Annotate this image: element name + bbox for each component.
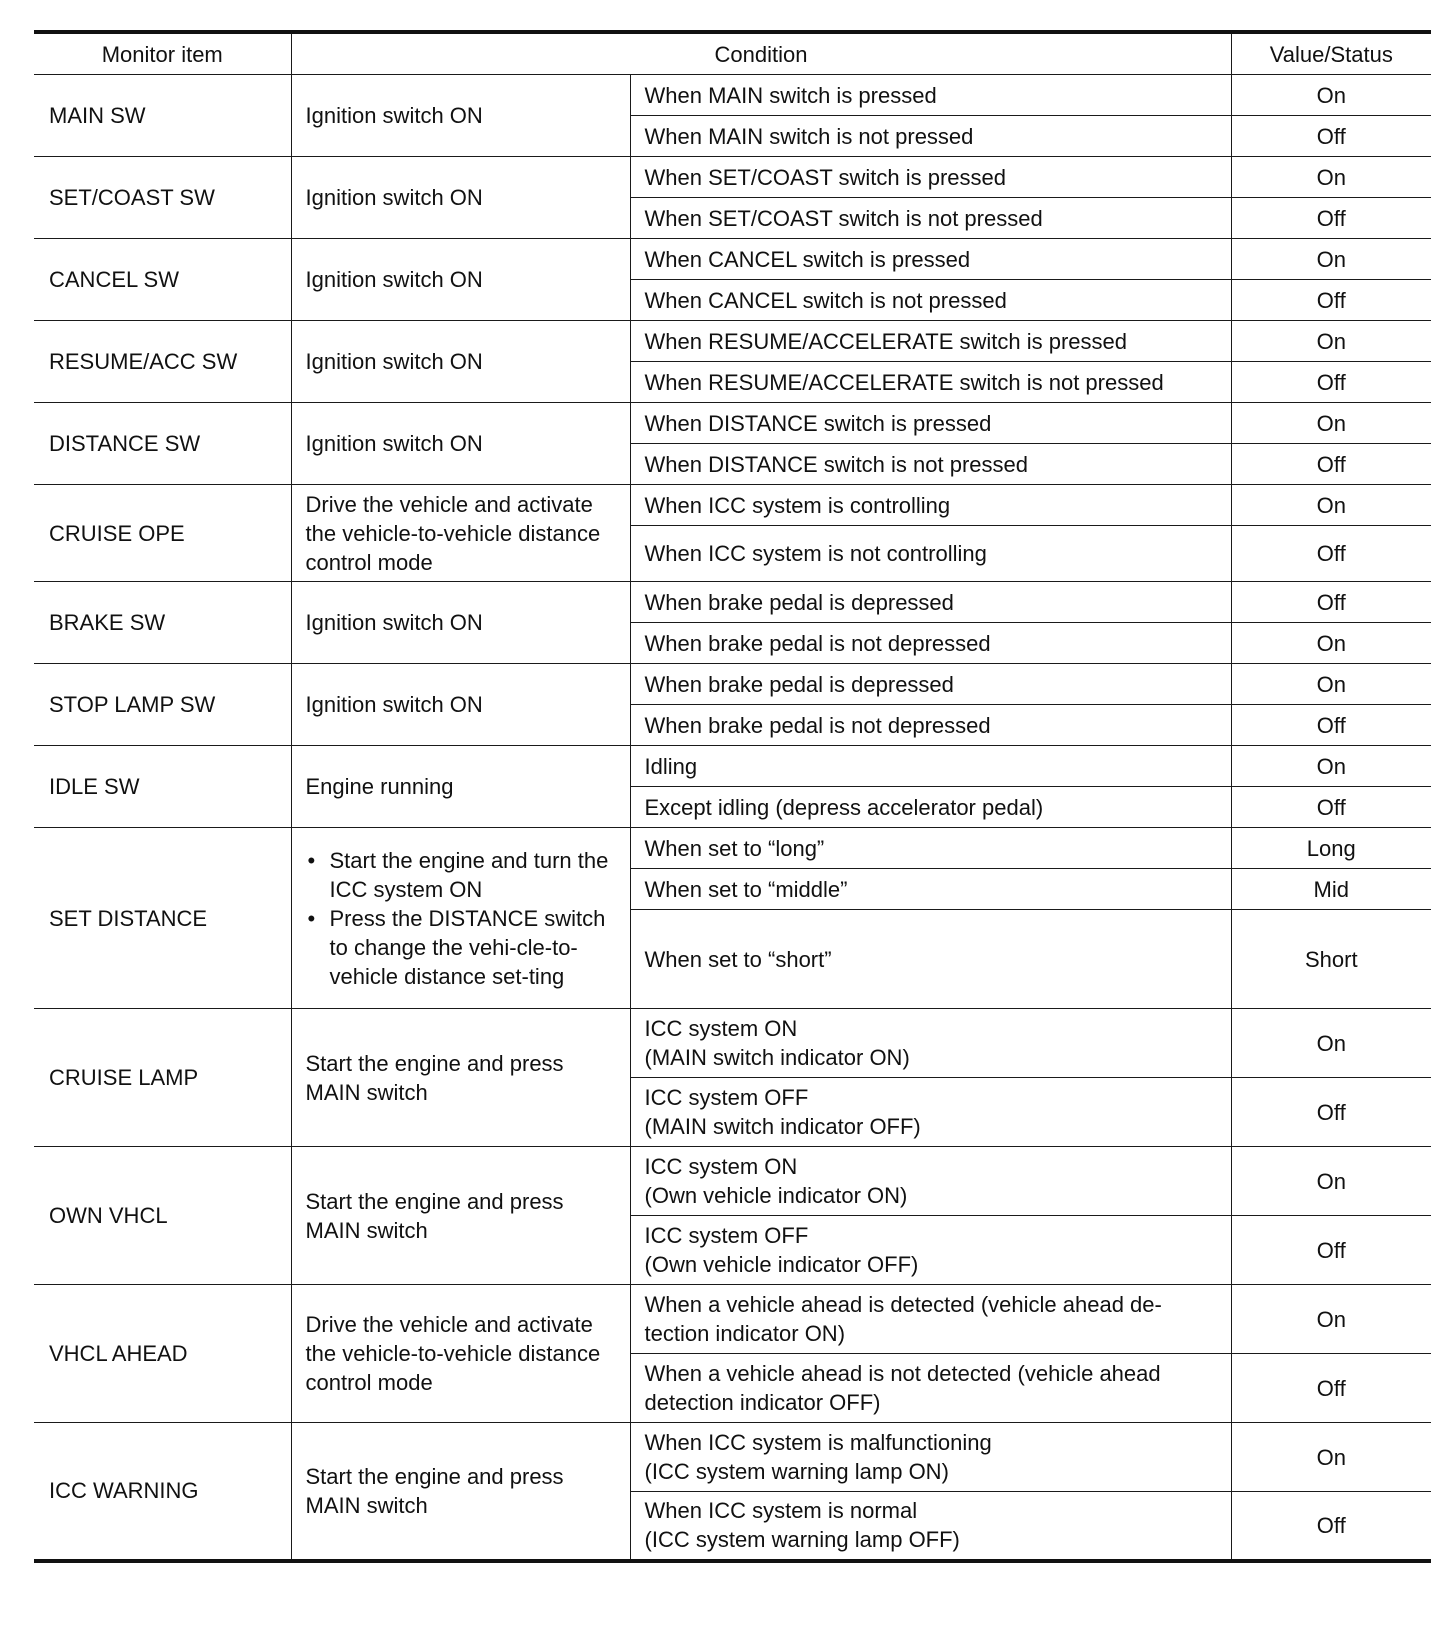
condition-cell: When ICC system is not controlling — [630, 526, 1231, 582]
value-cell: On — [1231, 664, 1431, 705]
value-cell: Long — [1231, 828, 1431, 869]
prerequisite-cell: Ignition switch ON — [291, 239, 630, 321]
condition-cell — [630, 1147, 1231, 1216]
condition-cell: When SET/COAST switch is pressed — [630, 157, 1231, 198]
prerequisite-cell: Ignition switch ON — [291, 157, 630, 239]
monitor-item-cell: IDLE SW — [34, 746, 291, 828]
prerequisite-cell: Ignition switch ON — [291, 582, 630, 664]
value-cell: Off — [1231, 705, 1431, 746]
table-row — [34, 746, 1431, 787]
condition-cell: When CANCEL switch is not pressed — [630, 280, 1231, 321]
condition-line: (ICC system warning lamp OFF) — [644, 1527, 960, 1553]
value-cell: On — [1231, 746, 1431, 787]
condition-cell: When brake pedal is depressed — [630, 582, 1231, 623]
monitor-item-cell: CRUISE LAMP — [34, 1009, 291, 1147]
value-cell: Mid — [1231, 869, 1431, 910]
condition-cell: When MAIN switch is not pressed — [630, 116, 1231, 157]
monitor-item-table — [34, 30, 1431, 1563]
value-cell: On — [1231, 1423, 1431, 1492]
value-cell: Off — [1231, 582, 1431, 623]
condition-cell — [630, 1009, 1231, 1078]
condition-cell — [630, 1354, 1231, 1423]
value-cell: Off — [1231, 444, 1431, 485]
value-cell: Off — [1231, 362, 1431, 403]
value-cell: On — [1231, 1009, 1431, 1078]
header-value-status: Value/Status — [1231, 32, 1431, 75]
monitor-item-cell: MAIN SW — [34, 75, 291, 157]
table-row — [34, 157, 1431, 198]
condition-line: When ICC system is normal — [644, 1498, 918, 1524]
prerequisite-cell — [291, 828, 630, 1009]
monitor-item-cell: ICC WARNING — [34, 1423, 291, 1561]
condition-cell: When DISTANCE switch is pressed — [630, 403, 1231, 444]
value-cell: Off — [1231, 1216, 1431, 1285]
document — [34, 30, 1431, 1563]
condition-cell: When brake pedal is not depressed — [630, 705, 1231, 746]
condition-line: ICC system OFF — [644, 1085, 809, 1110]
condition-line: ICC system OFF — [644, 1223, 809, 1248]
monitor-item-cell: VHCL AHEAD — [34, 1285, 291, 1423]
prerequisite-cell: Drive the vehicle and activate the vehicle-to-vehicle distance control mode — [291, 485, 630, 582]
value-cell: On — [1231, 157, 1431, 198]
condition-cell — [630, 1423, 1231, 1492]
value-cell: Off — [1231, 116, 1431, 157]
prerequisite-bullet-list — [306, 846, 616, 991]
condition-cell: Except idling (depress accelerator pedal) — [630, 787, 1231, 828]
condition-cell: When SET/COAST switch is not pressed — [630, 198, 1231, 239]
value-cell: On — [1231, 623, 1431, 664]
value-cell: Off — [1231, 280, 1431, 321]
condition-cell — [630, 1492, 1231, 1561]
monitor-item-cell: STOP LAMP SW — [34, 664, 291, 746]
condition-line: detection indicator OFF) — [644, 1390, 881, 1415]
prerequisite-cell: Start the engine and press MAIN switch — [291, 1009, 630, 1147]
condition-line: (MAIN switch indicator ON) — [644, 1045, 910, 1070]
value-cell: On — [1231, 485, 1431, 526]
prerequisite-cell: Start the engine and press MAIN switch — [291, 1423, 630, 1561]
condition-cell: When CANCEL switch is pressed — [630, 239, 1231, 280]
header-condition: Condition — [291, 32, 1231, 75]
condition-line: ICC system ON — [644, 1154, 798, 1179]
prerequisite-cell: Ignition switch ON — [291, 321, 630, 403]
table-row — [34, 485, 1431, 526]
value-cell: Off — [1231, 1492, 1431, 1561]
value-cell: Off — [1231, 1354, 1431, 1423]
condition-cell: When ICC system is controlling — [630, 485, 1231, 526]
prerequisite-cell: Start the engine and press MAIN switch — [291, 1147, 630, 1285]
prerequisite-cell: Ignition switch ON — [291, 75, 630, 157]
condition-cell — [630, 1078, 1231, 1147]
prerequisite-cell: Ignition switch ON — [291, 664, 630, 746]
value-cell: On — [1231, 403, 1431, 444]
prerequisite-bullet: • Start the engine and turn the ICC system ON — [306, 846, 616, 904]
table-row — [34, 1009, 1431, 1078]
prerequisite-cell: Drive the vehicle and activate the vehicle-to-vehicle distance control mode — [291, 1285, 630, 1423]
monitor-item-cell: SET DISTANCE — [34, 828, 291, 1009]
condition-cell: When RESUME/ACCELERATE switch is pressed — [630, 321, 1231, 362]
condition-cell: When MAIN switch is pressed — [630, 75, 1231, 116]
header-row — [34, 32, 1431, 75]
table-row — [34, 1423, 1431, 1492]
condition-cell: When brake pedal is depressed — [630, 664, 1231, 705]
prerequisite-bullet: • Press the DISTANCE switch to change the vehi-cle-to-vehicle distance set-ting — [306, 904, 616, 991]
table-row — [34, 1147, 1431, 1216]
header-monitor-item: Monitor item — [34, 32, 291, 75]
condition-line: tection indicator ON) — [644, 1321, 846, 1346]
condition-line: (Own vehicle indicator OFF) — [644, 1252, 919, 1277]
monitor-item-cell: SET/COAST SW — [34, 157, 291, 239]
monitor-item-cell: DISTANCE SW — [34, 403, 291, 485]
monitor-item-cell: RESUME/ACC SW — [34, 321, 291, 403]
condition-cell: When RESUME/ACCELERATE switch is not pressed — [630, 362, 1231, 403]
table-row — [34, 403, 1431, 444]
condition-cell — [630, 1216, 1231, 1285]
condition-cell: When brake pedal is not depressed — [630, 623, 1231, 664]
value-cell: Off — [1231, 526, 1431, 582]
table-row — [34, 239, 1431, 280]
table-row — [34, 321, 1431, 362]
monitor-item-cell: CRUISE OPE — [34, 485, 291, 582]
condition-line: When a vehicle ahead is not detected (vehicle ahead — [644, 1361, 1161, 1386]
condition-line: (ICC system warning lamp ON) — [644, 1459, 949, 1484]
table-row — [34, 582, 1431, 623]
condition-cell: When DISTANCE switch is not pressed — [630, 444, 1231, 485]
prerequisite-cell: Engine running — [291, 746, 630, 828]
value-cell: On — [1231, 75, 1431, 116]
table-row — [34, 664, 1431, 705]
condition-line: (Own vehicle indicator ON) — [644, 1183, 908, 1208]
condition-cell — [630, 1285, 1231, 1354]
condition-cell: When set to “middle” — [630, 869, 1231, 910]
value-cell: Off — [1231, 198, 1431, 239]
condition-line: ICC system ON — [644, 1016, 798, 1041]
prerequisite-cell: Ignition switch ON — [291, 403, 630, 485]
condition-cell: When set to “long” — [630, 828, 1231, 869]
condition-line: When a vehicle ahead is detected (vehicle ahead de- — [644, 1292, 1162, 1317]
condition-cell: When set to “short” — [630, 910, 1231, 1009]
table-row — [34, 1285, 1431, 1354]
value-cell: Short — [1231, 910, 1431, 1009]
condition-line: When ICC system is malfunctioning — [644, 1430, 992, 1455]
value-cell: On — [1231, 1147, 1431, 1216]
monitor-item-cell: CANCEL SW — [34, 239, 291, 321]
value-cell: On — [1231, 321, 1431, 362]
table-row — [34, 828, 1431, 869]
monitor-item-cell: BRAKE SW — [34, 582, 291, 664]
value-cell: Off — [1231, 787, 1431, 828]
value-cell: Off — [1231, 1078, 1431, 1147]
condition-cell: Idling — [630, 746, 1231, 787]
condition-line: (MAIN switch indicator OFF) — [644, 1114, 921, 1139]
table-row — [34, 75, 1431, 116]
value-cell: On — [1231, 1285, 1431, 1354]
monitor-item-cell: OWN VHCL — [34, 1147, 291, 1285]
value-cell: On — [1231, 239, 1431, 280]
